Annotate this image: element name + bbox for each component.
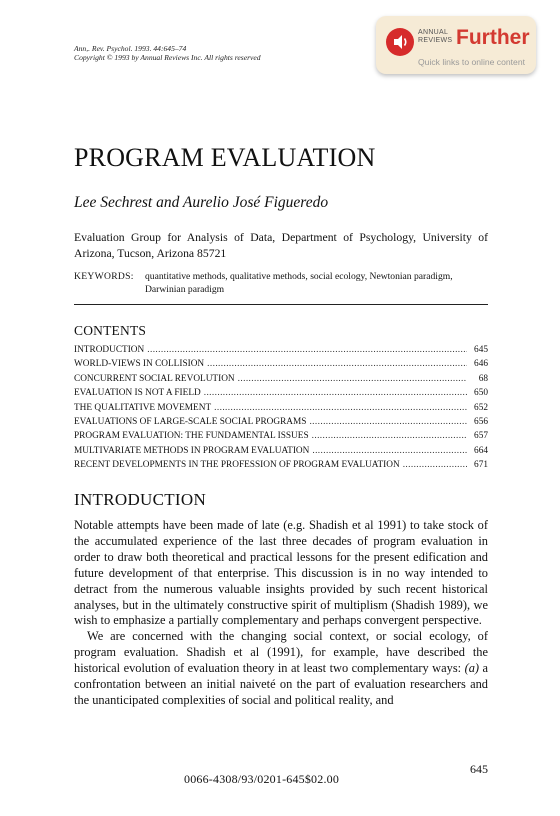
article-authors: Lee Sechrest and Aurelio José Figueredo [74,194,329,211]
citation-line-2: Copyright © 1993 by Annual Reviews Inc. All rights reserved [74,53,261,63]
page-number: 645 [470,762,488,776]
toc-entry-title: EVALUATION IS NOT A FIELD [74,388,201,399]
annual-reviews-logo-icon [386,28,414,56]
toc-entry[interactable] [74,415,488,429]
toc-entry-page: 656 [474,417,488,428]
toc-entry-page: 650 [474,388,488,399]
paragraph-1: Notable attempts have been made of late (e.g. Shadish et al 1991) to take stock of the accumulated experience of the last three decades of program evaluation in order to draw both theoretical and practical lessons for the present edification and future development of that enterprise. This discussion is in no way intended to detract from the numerous valuable insights provided by such recent historical analyses, but in the ultimately constructive spirit of multiplism (Shadish 1989), we wish to emphasize a partially complementary and perhaps convergent perspective. [74,518,488,628]
toc-leader [204,386,467,400]
toc-entry-page: 657 [474,431,488,442]
toc-leader [309,415,467,429]
toc-entry-title: CONCURRENT SOCIAL REVOLUTION [74,373,235,384]
keywords-block [74,270,488,296]
article-code: 0066-4308/93/0201-645$02.00 [184,772,340,786]
toc-entry[interactable] [74,458,488,472]
toc-leader [214,401,467,415]
toc-entry[interactable] [74,343,488,357]
speaker-icon [386,28,414,56]
introduction-body [74,518,488,709]
further-label: Further [456,26,530,49]
introduction-heading: INTRODUCTION [74,490,207,509]
toc-entry[interactable] [74,372,488,386]
journal-citation [74,44,261,63]
toc-entry[interactable] [74,444,488,458]
table-of-contents [74,343,488,473]
toc-entry-title: RECENT DEVELOPMENTS IN THE PROFESSION OF PROGRAM EVALUATION [74,460,400,471]
toc-entry-page: 664 [474,445,488,456]
paragraph-2 [74,629,488,709]
toc-leader [312,429,467,443]
toc-entry[interactable] [74,401,488,415]
paragraph-2-end: a confrontation between an initial naiveté on the part of evaluation researchers and the unanticipated complexities of social and political reality, and [74,661,488,707]
citation-line-1: Ann,. Rev. Psychol. 1993. 44:645–74 [74,44,187,53]
toc-leader [312,444,467,458]
contents-heading: CONTENTS [74,323,147,338]
toc-entry-page: 68 [478,373,488,384]
toc-entry-page: 652 [474,402,488,413]
toc-entry-title: THE QUALITATIVE MOVEMENT [74,402,212,413]
toc-leader [238,372,467,386]
toc-entry-title: WORLD-VIEWS IN COLLISION [74,359,205,370]
toc-entry-title: MULTIVARIATE METHODS IN PROGRAM EVALUATION [74,445,310,456]
toc-leader [403,458,467,472]
toc-leader [147,343,467,357]
toc-entry-title: INTRODUCTION [74,345,145,355]
toc-entry[interactable] [74,357,488,371]
annual-reviews-wordmark: ANNUAL REVIEWS [418,29,453,44]
keywords-label: KEYWORDS: [74,271,134,282]
annual-reviews-further-badge[interactable] [376,16,536,74]
toc-leader [207,357,467,371]
toc-entry-page: 646 [474,359,488,370]
toc-entry-page: 671 [474,460,488,471]
toc-entry[interactable] [74,386,488,400]
list-marker-a: (a) [464,661,480,676]
toc-entry[interactable] [74,429,488,443]
toc-entry-title: PROGRAM EVALUATION: THE FUNDAMENTAL ISSUES [74,431,309,442]
author-affiliation: Evaluation Group for Analysis of Data, Department of Psychology, University of Arizona, Tucson, Arizona 85721 [74,231,488,260]
quick-links-text: Quick links to online content [418,57,526,67]
divider-rule [74,304,488,305]
toc-entry-page: 645 [474,345,488,355]
toc-entry-title: EVALUATIONS OF LARGE-SCALE SOCIAL PROGRAMS [74,417,307,428]
article-title: PROGRAM EVALUATION [74,143,376,172]
paragraph-2-start: We are concerned with the changing social context, or social ecology, of program evaluation. Shadish et al (1991), for example, have described the historical evolution of evaluation theory in at least two complementary ways: [74,629,488,676]
keywords-list: quantitative methods, qualitative methods, social ecology, Newtonian paradigm, Darwinian paradigm [145,271,453,295]
